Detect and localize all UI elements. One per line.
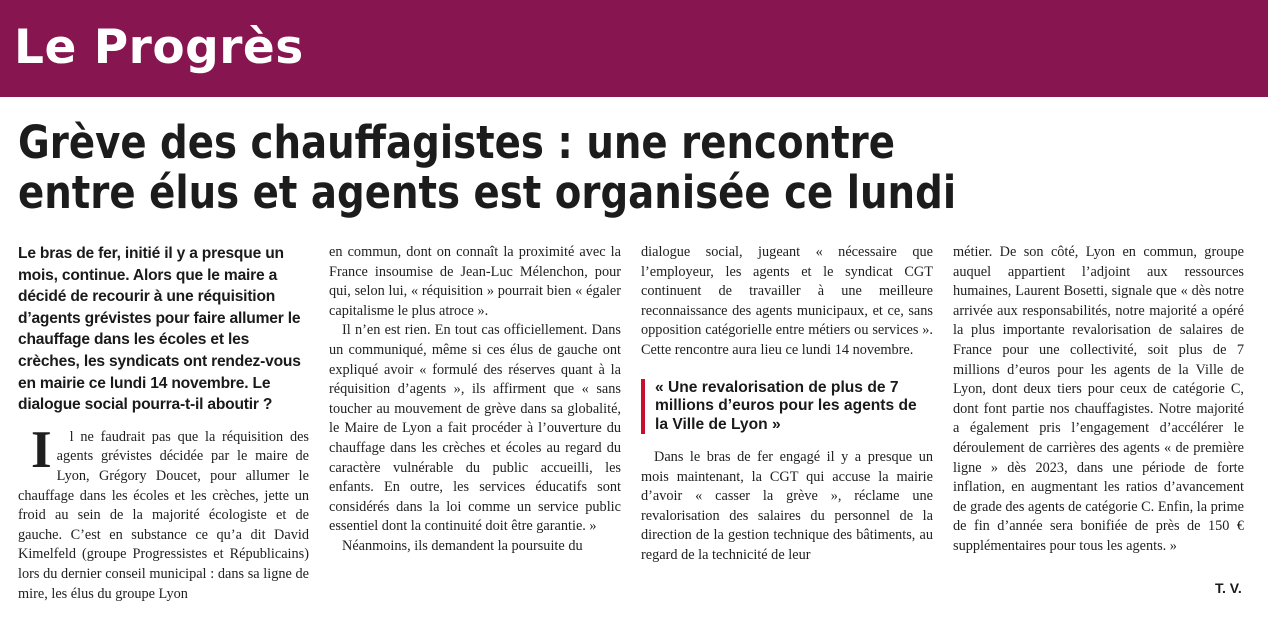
column-1 xyxy=(18,243,309,604)
dropcap-letter: I xyxy=(31,420,52,479)
paragraph-2: en commun, dont on connaît la proximité avec la France insoumise de Jean-Luc Mélenchon, pour qui, selon lui, « réquisition » pourrait bien « égaler capitalisme le plus atroce ». xyxy=(329,244,621,319)
paragraph-1 xyxy=(18,420,309,604)
paragraph-5: dialogue social, jugeant « nécessaire que l’employeur, les agents et le syndicat CGT continuent de travailler à une meilleure reconnaissance des agents municipaux, et ce, sans opposition catégorielle entre métiers ou services ». Cette rencontre aura lieu ce lundi 14 novembre. xyxy=(641,244,933,358)
headline-line-2: entre élus et agents est organisée ce lundi xyxy=(18,166,957,219)
paragraph-7: métier. De son côté, Lyon en commun, groupe auquel appartient l’adjoint aux ressources humaines, Laurent Bosetti, signale que « dès notre arrivée aux responsabilités, notre majorité a opéré la plus importante revalorisation de salaires de France pour une collectivité, soit plus de 7 millions d’euros pour les agents de la Ville de Lyon, dont deux tiers pour ceux de catégorie C, dont font partie nos chauffagistes. Notre majorité a également pris l’engagement d’accélérer le déroulement de carrières des agents « de première ligne » dès 2023, dans une période de forte inflation, en augmentant les ratios d’avancement de grade des agents de catégorie C. Enfin, la prime de fin d’année sera bonifiée de près de 150 € supplémentaires pour tous les agents. » xyxy=(953,244,1244,554)
author-signature: T. V. xyxy=(1215,580,1242,596)
article-lead: Le bras de fer, initié il y a presque un mois, continue. Alors que le maire a décidé de recourir à une réquisition d’agents grévistes pour faire allumer le chauffage dans les écoles et les crèches, les syndicats ont rendez-vous en mairie ce lundi 14 novembre. Le dialogue social pourra-t-il aboutir ? xyxy=(18,245,301,414)
paragraph-4: Néanmoins, ils demandent la poursuite du xyxy=(342,537,583,554)
column-3 xyxy=(641,243,933,566)
article-headline xyxy=(18,118,1084,218)
column-4 xyxy=(953,243,1244,557)
column-2 xyxy=(329,243,621,557)
subheading: « Une revalorisation de plus de 7 millions d’euros pour les agents de la Ville de Lyon » xyxy=(641,379,933,435)
paragraph-1-text: l ne faudrait pas que la réquisition des agents grévistes décidée par le maire de Lyon, Grégory Doucet, pour allumer le chauffage dans les écoles et les crèches, jette un froid au sein de la majorité écologiste et de gauche. C’est en substance ce qu’a dit David Kimelfeld (groupe Progressistes et Républicains) lors du dernier conseil municipal : dans sa ligne de mire, les élus du groupe Lyon xyxy=(18,428,309,602)
masthead xyxy=(0,0,1268,97)
masthead-title: Le Progrès xyxy=(14,20,304,75)
paragraph-6: Dans le bras de fer engagé il y a presque un mois maintenant, la CGT qui accuse la mairie d’avoir « casser la grève », réclame une revalorisation des salaires du personnel de la direction de la gestion technique des bâtiments, au regard de la technicité de leur xyxy=(641,449,933,564)
paragraph-3: Il n’en est rien. En tout cas officiellement. Dans un communiqué, même si ces élus de gauche ont expliqué avoir « formulé des réserves quant à la réquisition d’agents », ils affirment que « sans toucher au mouvement de grève dans sa globalité, le Maire de Lyon a fait procéder à l’ouverture du chauffage dans les crèches et écoles au regard du caractère vulnérable du public accueilli, les enfants. En outre, les services éducatifs sont considérés dans la loi comme un service public essentiel dont la continuité doit être garantie. » xyxy=(329,322,621,535)
headline-line-1: Grève des chauffagistes : une rencontre xyxy=(18,116,895,169)
